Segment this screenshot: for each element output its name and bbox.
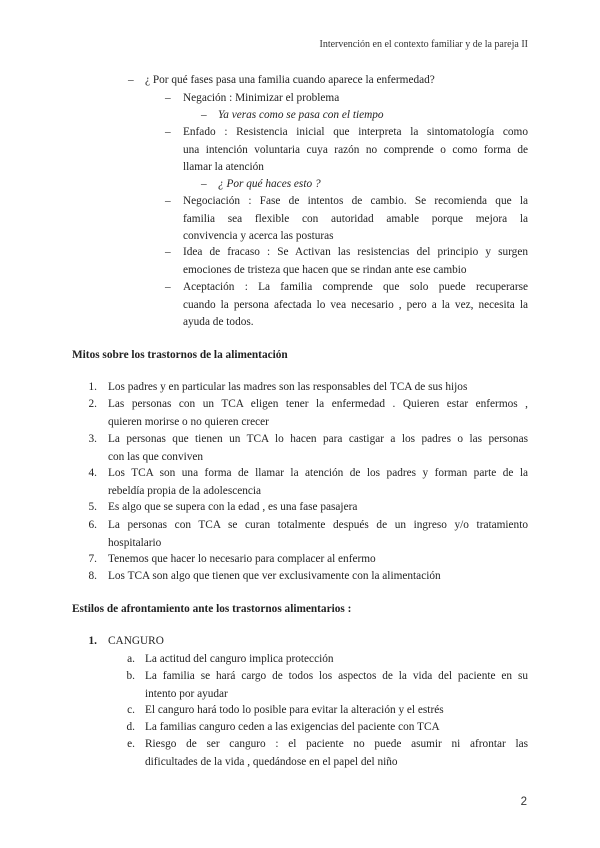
page-number: 2	[520, 796, 527, 808]
bullet-dash: –	[165, 126, 171, 138]
list-letter: d.	[126, 721, 135, 733]
list-item: La familias canguro ceden a las exigencias del paciente con TCA	[145, 721, 440, 733]
section-number: 1.	[88, 635, 97, 647]
list-letter: c.	[127, 704, 135, 716]
list-number: 7.	[88, 553, 97, 565]
bullet-dash: –	[128, 74, 134, 86]
bullet-dash: –	[201, 178, 207, 190]
phase-negacion: Negación : Minimizar el problema	[183, 92, 340, 104]
list-number: 4.	[88, 467, 97, 479]
phase-negacion-example: Ya veras como se pasa con el tiempo	[218, 109, 384, 121]
bullet-dash: –	[165, 195, 171, 207]
section-title-canguro: CANGURO	[108, 635, 164, 647]
list-item: La familia se hará cargo de todos los aspectos de la vida del paciente en su intento por ayudar	[145, 670, 528, 700]
list-item: Es algo que se supera con la edad , es una fase pasajera	[108, 501, 358, 513]
list-item: La personas con TCA se curan totalmente después de un ingreso y/o tratamiento hospitalario	[108, 519, 528, 549]
list-item: Las personas con un TCA eligen tener la enfermedad . Quieren estar enfermos , quieren morirse o no quieren crecer	[108, 398, 528, 428]
list-item: La actitud del canguro implica protección	[145, 653, 334, 665]
list-item: El canguro hará todo lo posible para evitar la alteración y el estrés	[145, 704, 444, 716]
list-number: 8.	[88, 570, 97, 582]
styles-heading: Estilos de afrontamiento ante los trastornos alimentarios :	[72, 603, 352, 615]
list-letter: a.	[127, 653, 135, 665]
list-item: Riesgo de ser canguro : el paciente no puede asumir ni afrontar las dificultades de la vida , quedándose en el papel del niño	[145, 738, 528, 768]
list-item: Tenemos que hacer lo necesario para complacer al enfermo	[108, 553, 376, 565]
list-letter: e.	[127, 738, 135, 750]
page-header: Intervención en el contexto familiar y de la pareja II	[319, 39, 528, 50]
list-item: Los TCA son algo que tienen que ver exclusivamente con la alimentación	[108, 570, 441, 582]
list-item: Los TCA son una forma de llamar la atención de los padres y forman parte de la rebeldía propia de la adolescencia	[108, 467, 528, 497]
phase-enfado-example: ¿ Por qué haces esto ?	[218, 178, 321, 190]
phase-enfado: Enfado : Resistencia inicial que interpreta la sintomatología como una intención voluntaria cuya razón no comprende o como forma de llamar la atención	[183, 126, 528, 173]
list-number: 3.	[88, 433, 97, 445]
list-number: 2.	[88, 398, 97, 410]
list-item: Los padres y en particular las madres son las responsables del TCA de sus hijos	[108, 381, 468, 393]
myths-heading: Mitos sobre los trastornos de la alimentación	[72, 349, 288, 361]
list-number: 1.	[88, 381, 97, 393]
bullet-dash: –	[201, 109, 207, 121]
phases-question: ¿ Por qué fases pasa una familia cuando aparece la enfermedad?	[145, 74, 435, 86]
list-number: 5.	[88, 501, 97, 513]
bullet-dash: –	[165, 246, 171, 258]
phase-fracaso: Idea de fracaso : Se Activan las resistencias del principio y surgen emociones de tristeza que hacen que se rindan ante ese cambio	[183, 246, 528, 276]
list-letter: b.	[126, 670, 135, 682]
phase-negociacion: Negociación : Fase de intentos de cambio. Se recomienda que la familia sea flexible con autoridad amable porque mejora la convivencia y acerca las posturas	[183, 195, 528, 242]
list-number: 6.	[88, 519, 97, 531]
bullet-dash: –	[165, 281, 171, 293]
list-item: La personas que tienen un TCA lo hacen para castigar a los padres o las personas con las que conviven	[108, 433, 528, 463]
phase-aceptacion: Aceptación : La familia comprende que solo puede recuperarse cuando la persona afectada lo vea necesario , pero a la vez, necesita la ayuda de todos.	[183, 281, 528, 328]
bullet-dash: –	[165, 92, 171, 104]
